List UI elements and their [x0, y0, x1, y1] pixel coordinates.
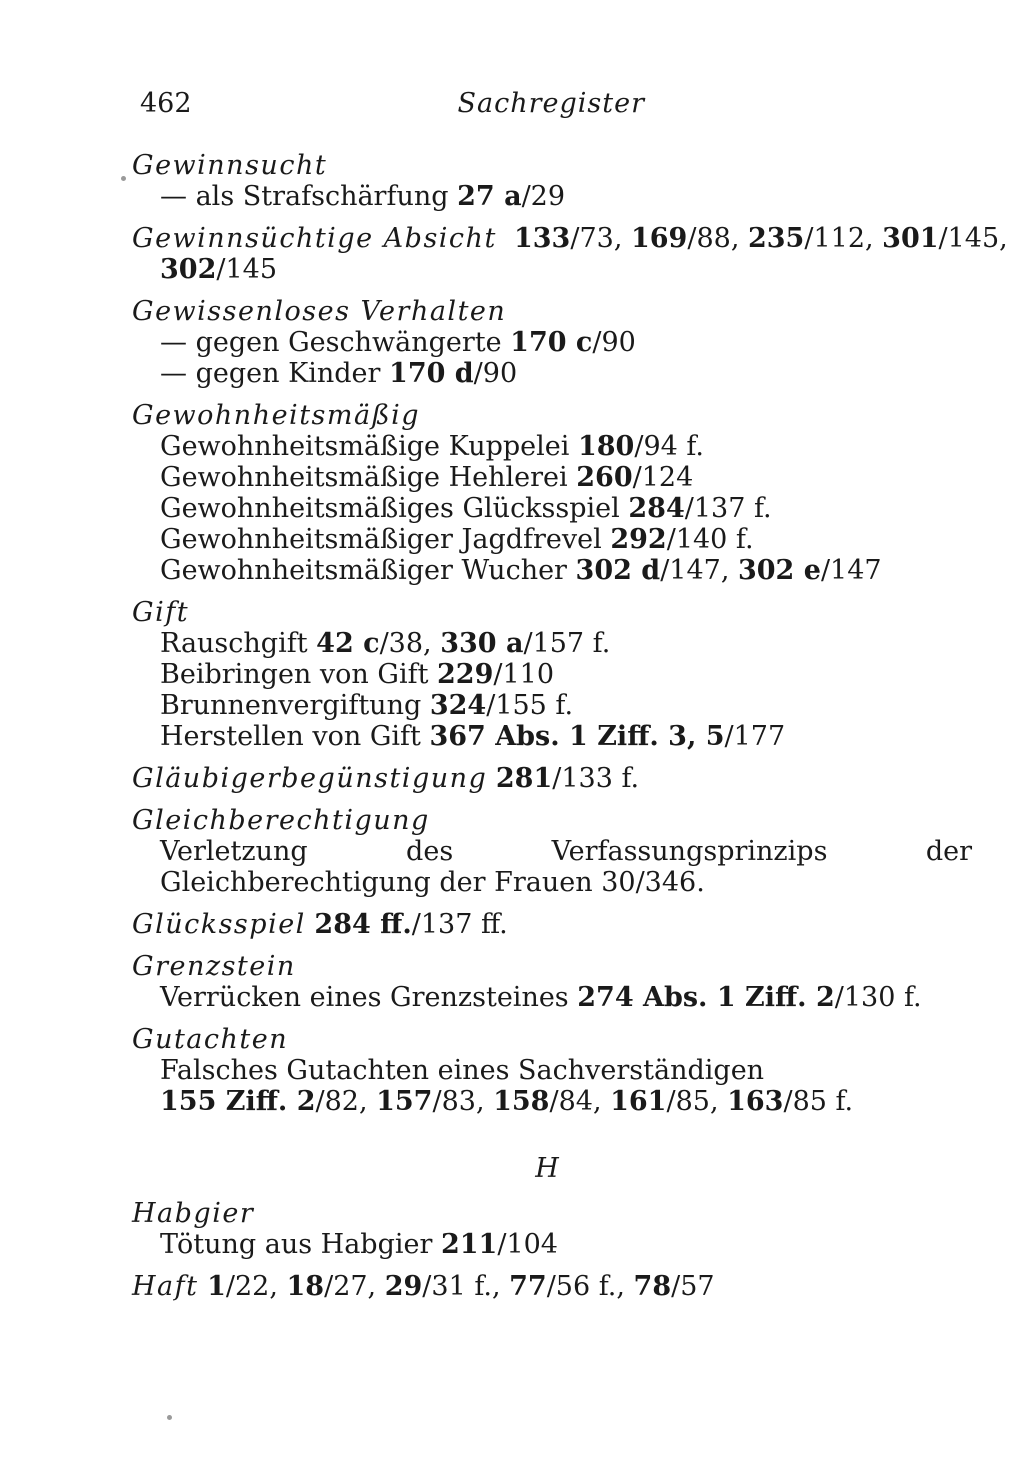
page-references: 133/73, 169/88, 235/112, 301/145, [513, 223, 1008, 254]
page-number: 462 [140, 88, 192, 119]
index-term: Gewinnsüchtige Absicht [132, 223, 497, 254]
index-subentry: Gewohnheitsmäßiges Glücksspiel 284/137 f. [160, 493, 772, 524]
section-letter: H [535, 1153, 559, 1184]
index-term: Gewinnsucht [132, 150, 328, 181]
running-title: Sachregister [457, 88, 645, 119]
index-subentry: Tötung aus Habgier 211/104 [160, 1229, 558, 1260]
index-subentry: Herstellen von Gift 367 Abs. 1 Ziff. 3, 5/177 [160, 721, 786, 752]
index-subentry: — als Strafschärfung 27 a/29 [160, 181, 566, 212]
index-subentry: — gegen Geschwängerte 170 c/90 [160, 327, 636, 358]
index-entry-haft: Haft 1/22, 18/27, 29/31 f., 77/56 f., 78/57 [132, 1271, 715, 1302]
index-entry-glaeubigerbeguenstigung: Gläubigerbegünstigung 281/133 f. [132, 763, 640, 794]
index-entry-gluecksspiel: Glücksspiel 284 ff./137 ff. [132, 909, 508, 940]
index-subentry: Gewohnheitsmäßige Kuppelei 180/94 f. [160, 431, 704, 462]
index-subentry: — gegen Kinder 170 d/90 [160, 358, 518, 389]
index-entry-gewohnheitsmaessig [132, 400, 972, 586]
page-header [140, 88, 645, 128]
index-entry-habgier [132, 1198, 972, 1260]
index-term: Gift [132, 597, 190, 628]
index-subentry: Gewohnheitsmäßiger Jagdfrevel 292/140 f. [160, 524, 754, 555]
index-term: Gutachten [132, 1024, 289, 1055]
page-references: 155 Ziff. 2/82, 157/83, 158/84, 161/85, 163/85 f. [160, 1086, 854, 1117]
index-subentry: Gewohnheitsmäßige Hehlerei 260/124 [160, 462, 694, 493]
index-term: Gewohnheitsmäßig [132, 400, 421, 431]
scan-speck [167, 1415, 172, 1420]
scan-speck [121, 176, 126, 181]
index-term: Grenzstein [132, 951, 296, 982]
index-subentry: Beibringen von Gift 229/110 [160, 659, 555, 690]
index-entry-gewissenloses-verhalten [132, 296, 972, 389]
index-entry-gewinnsucht [132, 150, 972, 212]
index-subentry: Falsches Gutachten eines Sachverständigen [160, 1055, 765, 1086]
index-entry-gutachten [132, 1024, 972, 1117]
index-term: Gewissenloses Verhalten [132, 296, 507, 327]
index-term: Glücksspiel [132, 909, 306, 940]
index-term: Gläubigerbegünstigung [132, 763, 488, 794]
index-content [132, 150, 1008, 1313]
index-subentry: Verletzung des Verfassungsprinzips der Gleichberechtigung der Frauen 30/346. [160, 836, 972, 898]
index-subentry: Rauschgift 42 c/38, 330 a/157 f. [160, 628, 611, 659]
index-entry-grenzstein [132, 951, 972, 1013]
index-entry-gewinnsuechtige-absicht [132, 223, 1008, 285]
index-subentry: Gewohnheitsmäßiger Wucher 302 d/147, 302 e/147 [160, 555, 882, 586]
index-term: Haft [132, 1271, 199, 1302]
index-term: Habgier [132, 1198, 255, 1229]
index-entry-gift [132, 597, 972, 752]
reference-continuation: 302/145 [160, 254, 278, 285]
index-term: Gleichberechtigung [132, 805, 430, 836]
index-subentry: Verrücken eines Grenzsteines 274 Abs. 1 Ziff. 2/130 f. [160, 982, 922, 1013]
index-entry-gleichberechtigung [132, 805, 972, 898]
index-subentry: Brunnenvergiftung 324/155 f. [160, 690, 574, 721]
